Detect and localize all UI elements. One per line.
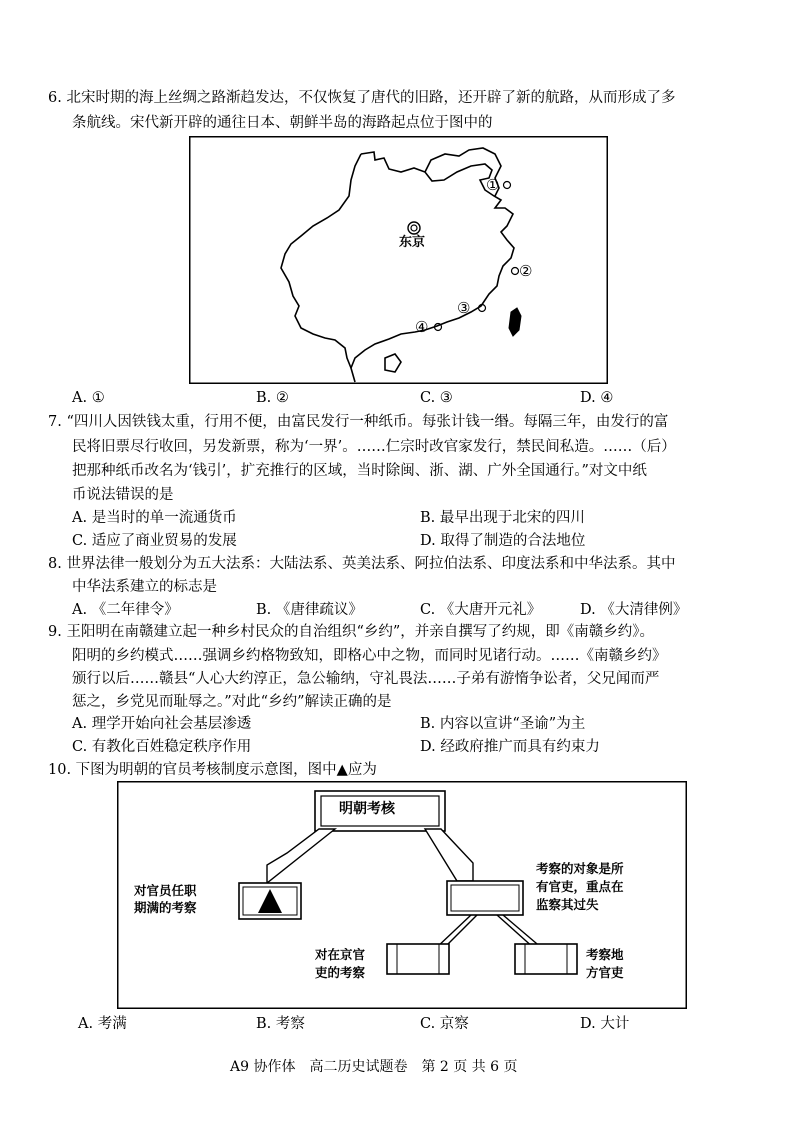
q7-option-b[interactable]: B. 最早出现于北宋的四川 bbox=[420, 510, 585, 526]
q7-option-c[interactable]: C. 适应了商业贸易的发展 bbox=[72, 533, 237, 549]
q6-option-b[interactable]: B. ② bbox=[256, 390, 289, 406]
q9-stem-line-2: 阳明的乡约模式……强调乡约格物致知，即格心中之物，而同时见诸行动。……《南赣乡约》 bbox=[72, 648, 667, 664]
q6-stem-line-2: 条航线。宋代新开辟的通往日本、朝鲜半岛的海路起点位于图中的 bbox=[72, 115, 493, 131]
q7-stem-line-3: 把那种纸币改名为‘钱引’，扩充推行的区域，当时除闽、浙、湖、广外全国通行。”对文中纸 bbox=[72, 463, 647, 479]
q6-option-c[interactable]: C. ③ bbox=[420, 390, 453, 406]
q10-option-b[interactable]: B. 考察 bbox=[256, 1016, 305, 1032]
q7-option-a[interactable]: A. 是当时的单一流通货币 bbox=[72, 510, 237, 526]
map-frame bbox=[190, 137, 608, 384]
q8-option-c[interactable]: C. 《大唐开元礼》 bbox=[420, 602, 542, 618]
marker-1: ① bbox=[486, 176, 500, 194]
q7-stem-line-4: 币说法错误的是 bbox=[72, 487, 174, 503]
diagram-left-label-2: 期满的考察 bbox=[134, 900, 197, 915]
diagram-sub-left-label-1: 对在京官 bbox=[315, 947, 366, 962]
diagram-right-label-1: 考察的对象是所 bbox=[536, 861, 624, 876]
q10-stem-line-1: 10. 下图为明朝的官员考核制度示意图，图中▲应为 bbox=[48, 762, 377, 778]
diagram-sub-left-label-2: 吏的考察 bbox=[315, 965, 366, 980]
diagram-top-label: 明朝考核 bbox=[339, 801, 395, 817]
q8-stem-line-2: 中华法系建立的标志是 bbox=[72, 579, 217, 595]
sub-right-box bbox=[515, 944, 577, 974]
q6-option-d[interactable]: D. ④ bbox=[580, 390, 614, 406]
q9-option-c[interactable]: C. 有教化百姓稳定秩序作用 bbox=[72, 739, 252, 755]
page-footer: A9 协作体 高二历史试题卷 第 2 页 共 6 页 bbox=[230, 1059, 518, 1075]
diagram-left-label-1: 对官员任职 bbox=[134, 883, 197, 898]
marker-3: ③ bbox=[457, 299, 471, 317]
q9-option-a[interactable]: A. 理学开始向社会基层渗透 bbox=[72, 716, 252, 732]
sub-left-box bbox=[387, 944, 449, 974]
q8-option-d[interactable]: D. 《大清律例》 bbox=[580, 602, 688, 618]
q8-option-a[interactable]: A. 《二年律令》 bbox=[72, 602, 179, 618]
song-map bbox=[189, 136, 608, 384]
q9-option-d[interactable]: D. 经政府推广而具有约束力 bbox=[420, 739, 600, 755]
q7-option-d[interactable]: D. 取得了制造的合法地位 bbox=[420, 533, 586, 549]
right-box bbox=[447, 881, 523, 915]
q8-stem-line-1: 8. 世界法律一般划分为五大法系：大陆法系、英美法系、阿拉伯法系、印度法系和中华法系。其中 bbox=[48, 556, 676, 572]
diagram-right-label-2: 有官吏，重点在 bbox=[536, 879, 624, 894]
q9-stem-line-4: 惩之，乡党见而耻辱之。”对此“乡约”解读正确的是 bbox=[72, 694, 392, 710]
q9-stem-line-1: 9. 王阳明在南赣建立起一种乡村民众的自治组织“乡约”，并亲自撰写了约规，即《南赣乡约》。 bbox=[48, 624, 655, 640]
q8-option-b[interactable]: B. 《唐律疏议》 bbox=[256, 602, 363, 618]
q6-option-a[interactable]: A. ① bbox=[72, 390, 105, 406]
marker-2: ② bbox=[519, 262, 533, 280]
diagram-sub-right-label-1: 考察地 bbox=[586, 947, 624, 962]
q10-option-d[interactable]: D. 大计 bbox=[580, 1016, 630, 1032]
q10-option-c[interactable]: C. 京察 bbox=[420, 1016, 469, 1032]
capital-label: 东京 bbox=[399, 234, 426, 249]
q7-stem-line-2: 民将旧票尽行收回，另发新票，称为‘一界’。……仁宗时改官家发行，禁民间私造。……（后） bbox=[72, 439, 676, 455]
diagram-right-label-3: 监察其过失 bbox=[536, 897, 599, 912]
q6-stem-line-1: 6. 北宋时期的海上丝绸之路渐趋发达，不仅恢复了唐代的旧路，还开辟了新的航路，从而形成了多 bbox=[48, 90, 676, 106]
q9-option-b[interactable]: B. 内容以宣讲“圣谕”为主 bbox=[420, 716, 586, 732]
q9-stem-line-3: 颁行以后……赣县“人心大约淳正，急公输纳，守礼畏法……子弟有游惰争讼者，父兄闻而严 bbox=[72, 671, 660, 687]
q10-option-a[interactable]: A. 考满 bbox=[78, 1016, 127, 1032]
diagram-sub-right-label-2: 方官吏 bbox=[586, 965, 624, 980]
q7-stem-line-1: 7. “四川人因铁钱太重，行用不便，由富民发行一种纸币。每张计钱一缗。每隔三年，由发行的富 bbox=[48, 414, 669, 430]
marker-4: ④ bbox=[415, 318, 429, 336]
